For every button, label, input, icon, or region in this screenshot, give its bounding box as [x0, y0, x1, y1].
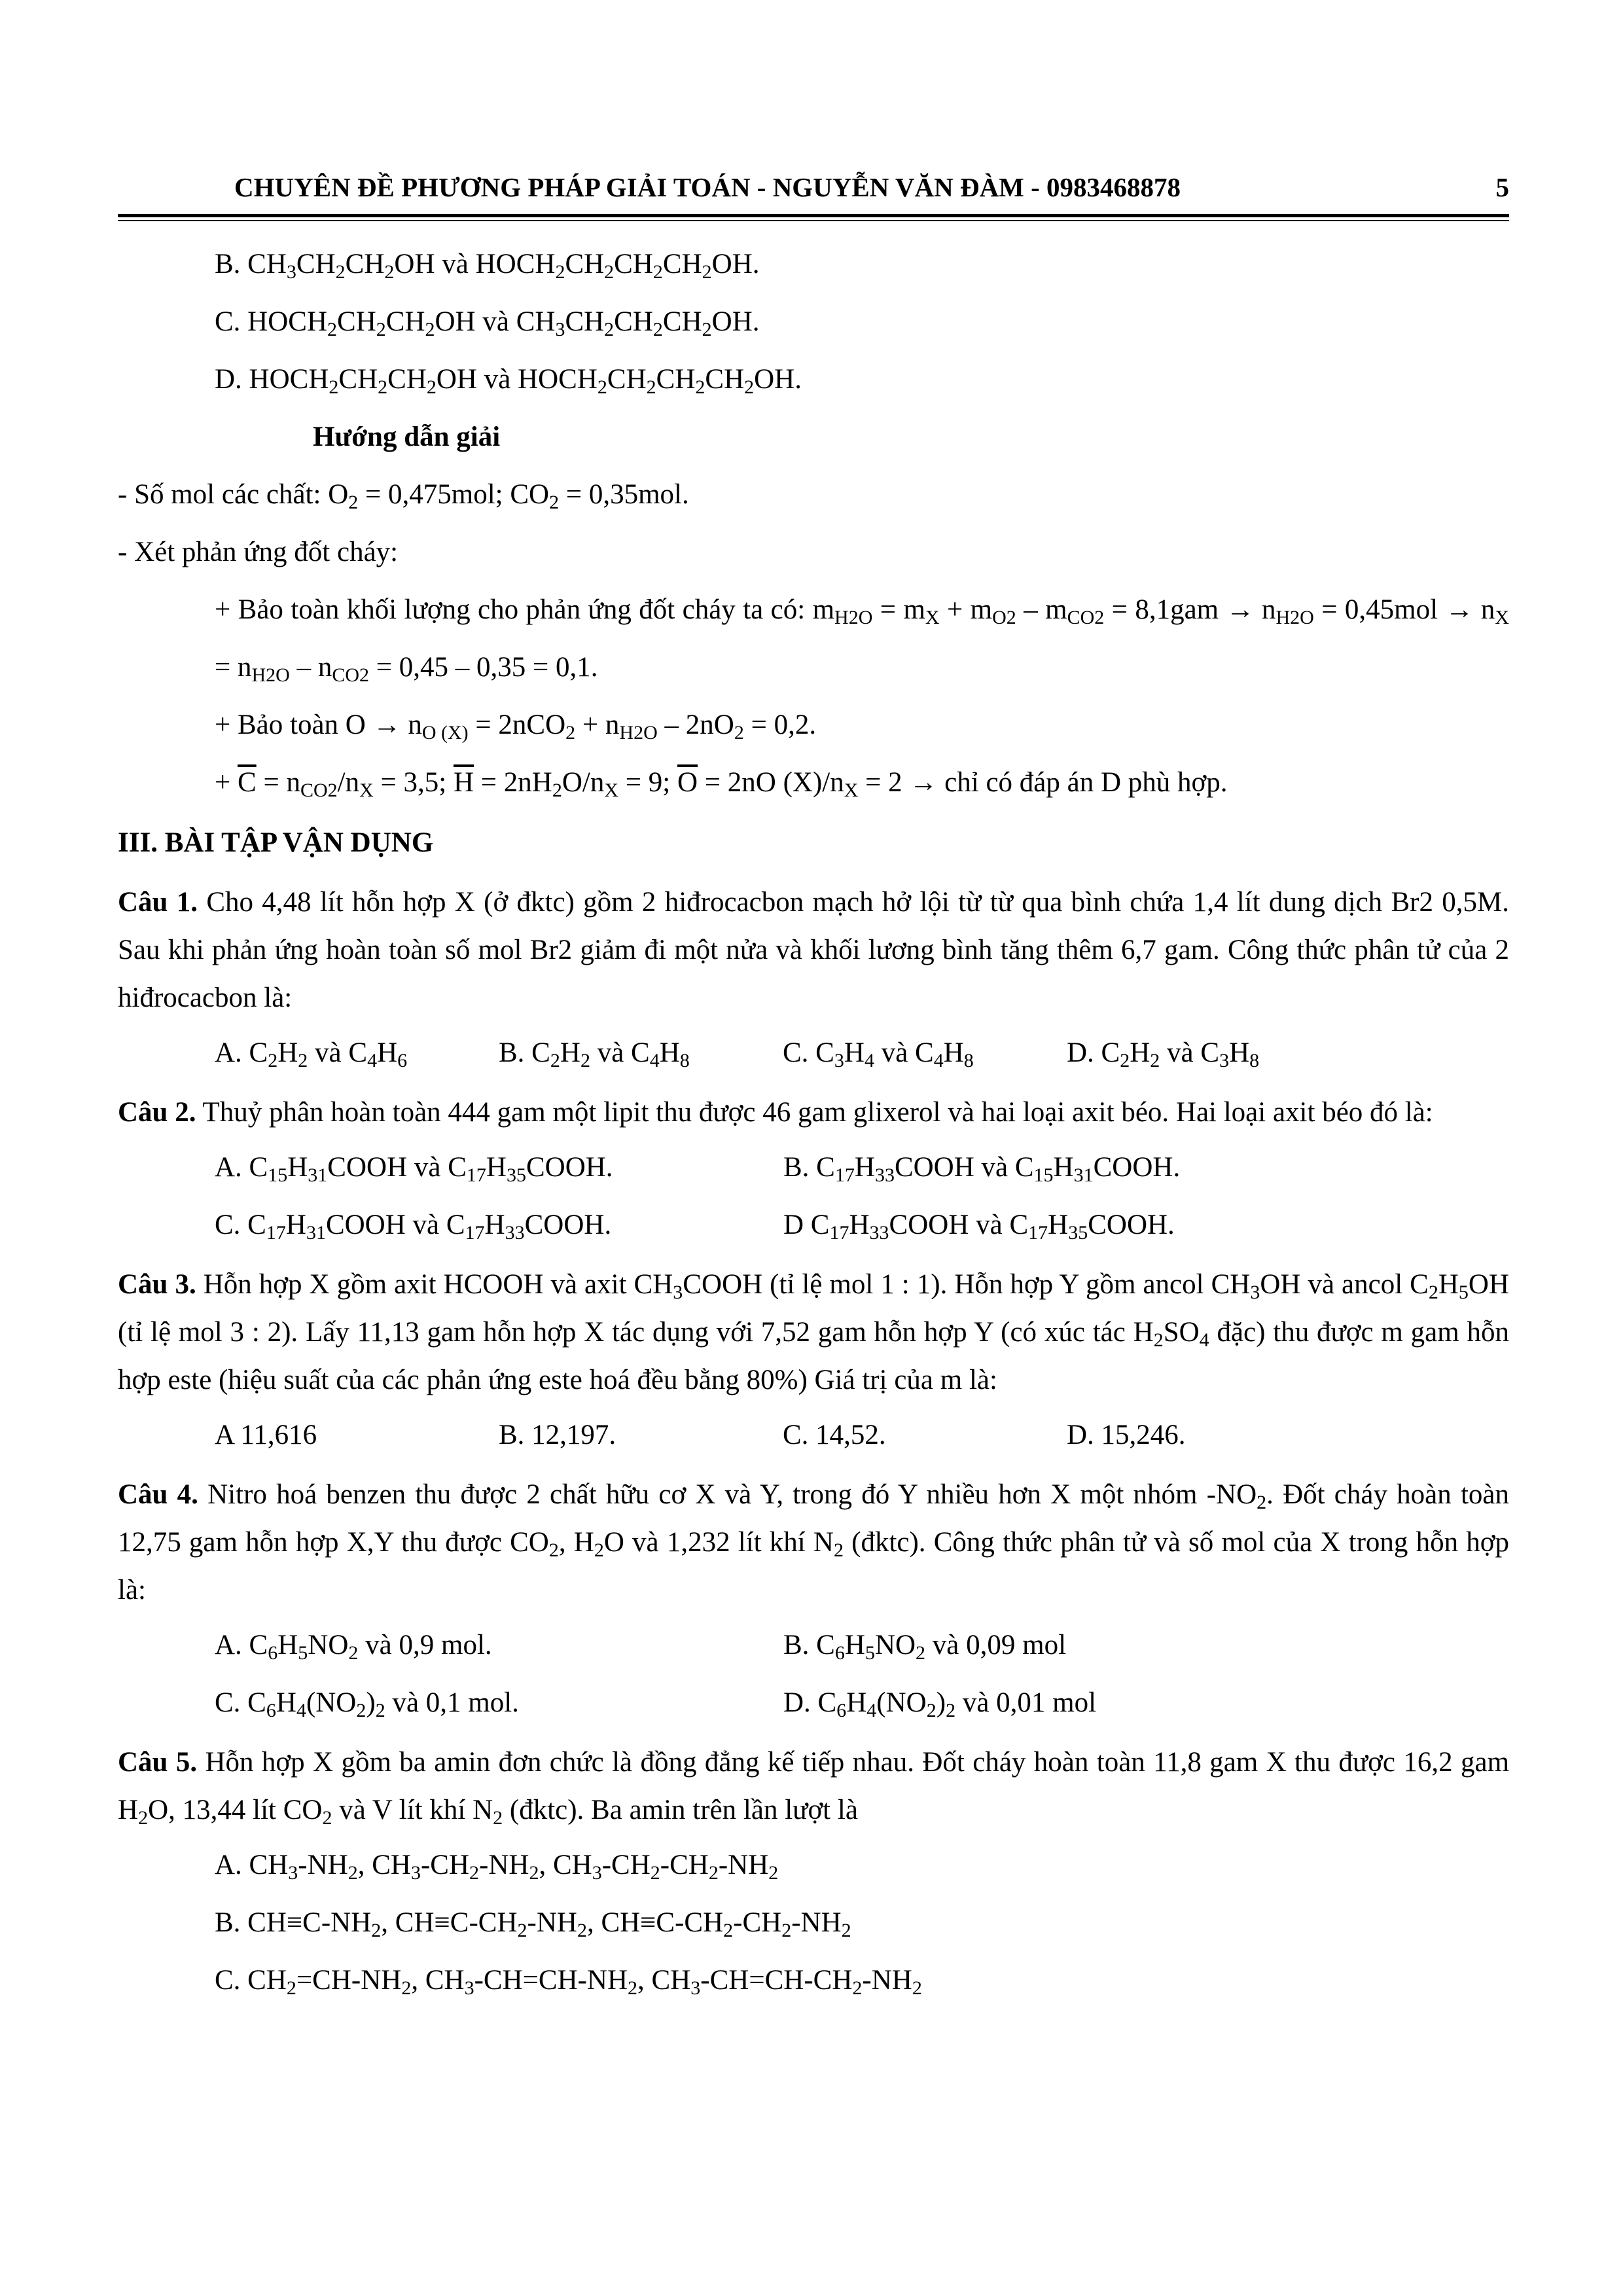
option-d: D. $C_2H_2$ và $C_3H_8$	[1067, 1037, 1260, 1071]
options-row	[118, 1024, 1509, 1082]
solution-averages: + $\overline{C} = n_{CO2}/n_X = 3,5$; $\overline{H} = 2nH_2O/n_X = 9$; $\overline{O} = 2nO$ $(X)/n_X = 2$ → chỉ có đáp án D phù hợp.	[215, 767, 1228, 801]
question-label: Câu 5.	[118, 1747, 198, 1778]
solution-combustion: - Xét phản ứng đốt cháy:	[118, 537, 399, 567]
question-text	[118, 1471, 1509, 1614]
option-d: D. $C_6H_4(NO_2)_2$ và 0,01 mol	[783, 1687, 1097, 1721]
option-a: A. $C_{15}H_{31}COOH$ và $C_{17}H_{35}COOH$.	[215, 1152, 613, 1186]
option-a: A 11,616	[215, 1420, 317, 1450]
options-row	[118, 1139, 1509, 1196]
option-a: A. $C_6H_5NO_2$ và 0,9 mol.	[215, 1630, 492, 1664]
solution-moles: - Số mol các chất: $O_2 = 0,475mol$; $CO_2 = 0,35mol$.	[118, 479, 689, 513]
question-text	[118, 1261, 1509, 1404]
question-4	[118, 1471, 1509, 1732]
question-1	[118, 878, 1509, 1082]
question-text	[118, 1088, 1509, 1136]
option-d: D $C_{17}H_{33}COOH$ và $C_{17}H_{35}COOH$.	[783, 1210, 1175, 1244]
page-content	[118, 236, 1509, 2009]
option-b: B. $CH\equiv C-NH_2$, $CH\equiv C-CH_2-NH_2$, $CH\equiv C-CH_2-CH_2-NH_2$	[215, 1907, 851, 1941]
options-row	[118, 1196, 1509, 1254]
option-b-prev: B. $CH_3CH_2CH_2OH$ và $HOCH_2CH_2CH_2CH_2OH$.	[215, 249, 760, 283]
option-c: C. $C_{17}H_{31}COOH$ và $C_{17}H_{33}COOH$.	[215, 1210, 612, 1244]
question-5	[118, 1738, 1509, 2009]
option-c: C. $CH_2=CH-NH_2$, $CH_3-CH=CH-NH_2$, $CH_3-CH=CH-CH_2-NH_2$	[215, 1965, 922, 1999]
question-2	[118, 1088, 1509, 1254]
question-body: Cho 4,48 lít hỗn hợp X (ở đktc) gồm 2 hiđrocacbon mạch hở lội từ từ qua bình chứa 1,4 lít dung dịch Br2 0,5M. Sau khi phản ứng hoàn toàn số mol Br2 giảm đi một nửa và khối lương bình tăng thêm 6,7 gam. Công thức phân tử của 2 hiđrocacbon là:	[118, 887, 1509, 1013]
option-b: B. 12,197.	[499, 1420, 616, 1450]
question-body: Thuỷ phân hoàn toàn 444 gam một lipit thu được 46 gam glixerol và hai loại axit béo. Hai loại axit béo đó là:	[202, 1097, 1433, 1128]
question-text	[118, 878, 1509, 1022]
option-c: C. 14,52.	[783, 1420, 886, 1450]
option-d: D. 15,246.	[1067, 1420, 1186, 1450]
page-number: 5	[1495, 172, 1509, 202]
question-label: Câu 1.	[118, 887, 198, 918]
solution-oxygen-conservation: + Bảo toàn $O \to n_{O (X)} = 2nCO_2 + n_{H2O} - 2nO_2 = 0,2$.	[215, 709, 817, 744]
option-c: C. $C_3H_4$ và $C_4H_8$	[783, 1037, 974, 1071]
question-label: Câu 4.	[118, 1479, 198, 1510]
option-a: A. $CH_3-NH_2$, $CH_3-CH_2-NH_2$, $CH_3-CH_2-CH_2-NH_2$	[215, 1850, 779, 1884]
section-title: III. BÀI TẬP VẬN DỤNG	[118, 827, 434, 858]
option-b: B. $C_2H_2$ và $C_4H_8$	[499, 1037, 690, 1071]
question-body: Hỗn hợp X gồm ba amin đơn chức là đồng đẳng kế tiếp nhau. Đốt cháy hoàn toàn 11,8 gam X thu được 16,2 gam $H_2O$, 13,44 lít $CO_2$ và V lít khí $N_2$ (đktc). Ba amin trên lần lượt là	[118, 1747, 1510, 1829]
question-label: Câu 2.	[118, 1097, 196, 1128]
option-a: A. $C_2H_2$ và $C_4H_6$	[215, 1037, 408, 1071]
option-d-prev: D. $HOCH_2CH_2CH_2OH$ và $HOCH_2CH_2CH_2CH_2OH$.	[215, 364, 802, 398]
option-c: C. $C_6H_4(NO_2)_2$ và 0,1 mol.	[215, 1687, 519, 1721]
question-text	[118, 1738, 1509, 1834]
header-rule-thin	[118, 220, 1509, 221]
option-c-prev: C. $HOCH_2CH_2CH_2OH$ và $CH_3CH_2CH_2CH_2OH$.	[215, 306, 760, 340]
option-b: B. $C_{17}H_{33}COOH$ và $C_{15}H_{31}COOH$.	[783, 1152, 1181, 1186]
question-body: Nitro hoá benzen thu được 2 chất hữu cơ X và Y, trong đó Y nhiều hơn X một nhóm $-NO_2$. Đốt cháy hoàn toàn 12,75 gam hỗn hợp X,Y thu được $CO_2$, $H_2O$ và 1,232 lít khí $N_2$ (đktc). Công thức phân tử và số mol của X trong hỗn hợp là:	[118, 1479, 1509, 1605]
question-label: Câu 3.	[118, 1269, 196, 1300]
option-b: B. $C_6H_5NO_2$ và 0,09 mol	[783, 1630, 1067, 1664]
options-row	[118, 1674, 1509, 1732]
options-row	[118, 1407, 1509, 1464]
question-body: Hỗn hợp X gồm axit HCOOH và axit $CH_3COOH$ (tỉ lệ mol 1 : 1). Hỗn hợp Y gồm ancol $CH_3OH$ và ancol $C_2H_5OH$ (tỉ lệ mol 3 : 2). Lấy 11,13 gam hỗn hợp X tác dụng với 7,52 gam hỗn hợp Y (có xúc tác $H_2SO_4$ đặc) thu được m gam hỗn hợp este (hiệu suất của các phản ứng este hoá đều bằng 80%) Giá trị của m là:	[118, 1269, 1510, 1395]
options-row	[118, 1617, 1509, 1674]
question-3	[118, 1261, 1509, 1464]
solution-heading: Hướng dẫn giải	[313, 422, 501, 452]
header-rule	[118, 214, 1509, 217]
solution-mass-conservation: + Bảo toàn khối lượng cho phản ứng đốt cháy ta có: $m_{H2O} = m_X + m_{O2} - m_{CO2} = 8,1gam \to n_{H2O} = 0,45mol \to n_X = n_{H2O} - n_{CO2} = 0,45 - 0,35 = 0,1$.	[215, 594, 1510, 686]
header-title: CHUYÊN ĐỀ PHƯƠNG PHÁP GIẢI TOÁN - NGUYỄN VĂN ĐÀM - 0983468878	[234, 172, 1181, 202]
page-header	[118, 169, 1509, 206]
